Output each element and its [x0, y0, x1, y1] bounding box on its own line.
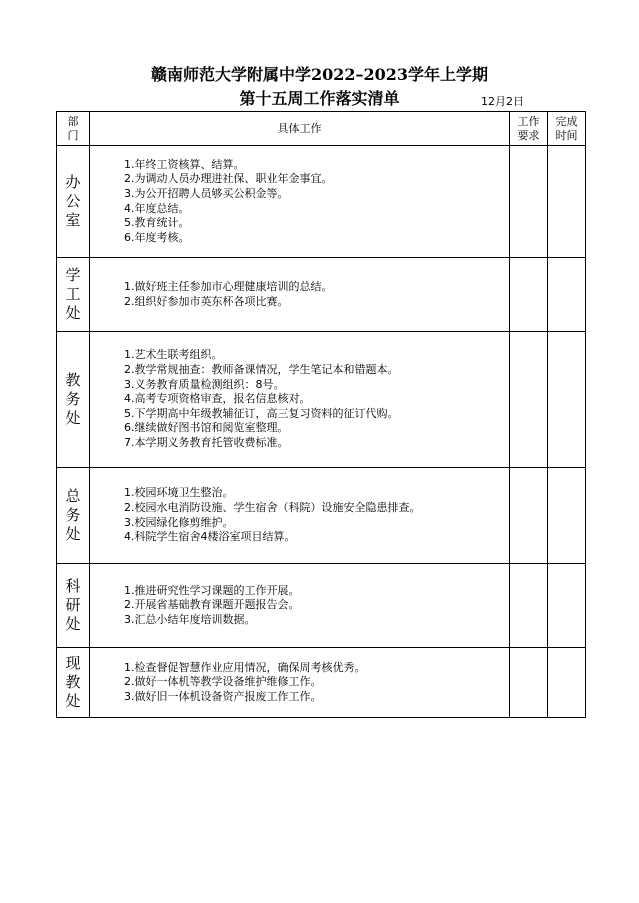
work-item: 1.年终工资核算、结算。: [124, 157, 245, 171]
table-row-general-affairs: [57, 468, 586, 564]
work-items-cell: [90, 258, 510, 332]
dept-cell: 科 研 处: [57, 564, 90, 648]
header-work: 具体工作: [90, 112, 510, 146]
table-row-edtech: [57, 648, 586, 718]
work-item: 1.艺术生联考组织。: [124, 348, 223, 362]
work-item: 3.为公开招聘人员够买公积金等。: [124, 186, 289, 200]
requirement-cell[interactable]: [510, 468, 548, 564]
work-item: 2.组织好参加市英东杯各项比赛。: [124, 294, 289, 308]
work-item: 5.教育统计。: [124, 216, 190, 230]
work-item: 6.年度考核。: [124, 230, 190, 244]
header-dept: 部 门: [57, 112, 90, 146]
dept-cell: 总 务 处: [57, 468, 90, 564]
document-subtitle: 第十五周工作落实清单: [239, 89, 400, 108]
header-row: [57, 112, 586, 146]
work-item: 1.检查督促智慧作业应用情况，确保周考核优秀。: [124, 660, 366, 674]
work-item: 7.本学期义务教育托管收费标准。: [124, 435, 289, 449]
work-item: 2.校园水电消防设施、学生宿舍（科院）设施安全隐患排查。: [124, 500, 421, 514]
completion-time-cell[interactable]: [548, 258, 586, 332]
requirement-cell[interactable]: [510, 648, 548, 718]
work-item: 2.为调动人员办理进社保、职业年金事宜。: [124, 172, 333, 186]
work-item: 6.继续做好图书馆和阅览室整理。: [124, 421, 289, 435]
table-row-research: [57, 564, 586, 648]
work-items-cell: [90, 332, 510, 468]
work-item: 2.开展省基础教育课题开题报告会。: [124, 598, 300, 612]
work-item: 4.年度总结。: [124, 201, 190, 215]
work-item: 1.推进研究性学习课题的工作开展。: [124, 583, 300, 597]
work-item: 3.做好旧一体机设备资产报废工作工作。: [124, 689, 322, 703]
work-item: 3.校园绿化修剪维护。: [124, 515, 234, 529]
work-item: 4.高考专项资格审查，报名信息核对。: [124, 392, 311, 406]
dept-cell: 办 公 室: [57, 146, 90, 258]
work-item: 5.下学期高中年级教辅征订，高三复习资料的征订代购。: [124, 406, 399, 420]
completion-time-cell[interactable]: [548, 648, 586, 718]
table-row-academic-affairs: [57, 332, 586, 468]
requirement-cell[interactable]: [510, 332, 548, 468]
completion-time-cell[interactable]: [548, 564, 586, 648]
work-items-cell: [90, 648, 510, 718]
work-items-cell: [90, 468, 510, 564]
requirement-cell[interactable]: [510, 146, 548, 258]
requirement-cell[interactable]: [510, 564, 548, 648]
work-item: 2.教学常规抽查：教师备课情况，学生笔记本和错题本。: [124, 363, 399, 377]
table-row-student-affairs: [57, 258, 586, 332]
dept-cell: 现 教 处: [57, 648, 90, 718]
work-item: 1.校园环境卫生整治。: [124, 486, 234, 500]
document-date: 12月2日: [481, 95, 524, 108]
work-table: [56, 111, 586, 718]
work-item: 2.做好一体机等教学设备维护维修工作。: [124, 675, 322, 689]
header-requirement: 工作 要求: [510, 112, 548, 146]
completion-time-cell[interactable]: [548, 332, 586, 468]
completion-time-cell[interactable]: [548, 146, 586, 258]
table-row-office: [57, 146, 586, 258]
requirement-cell[interactable]: [510, 258, 548, 332]
work-items-cell: [90, 564, 510, 648]
document-title: 赣南师范大学附属中学2022–2023学年上学期: [150, 65, 489, 84]
dept-cell: 学 工 处: [57, 258, 90, 332]
header-completion-time: 完成 时间: [548, 112, 586, 146]
work-item: 3.义务教育质量检测组织：8号。: [124, 377, 285, 391]
work-item: 3.汇总小结年度培训数据。: [124, 612, 256, 626]
dept-cell: 教 务 处: [57, 332, 90, 468]
completion-time-cell[interactable]: [548, 468, 586, 564]
work-items-cell: [90, 146, 510, 258]
work-item: 4.科院学生宿舍4楼浴室项目结算。: [124, 530, 296, 544]
work-item: 1.做好班主任参加市心理健康培训的总结。: [124, 279, 333, 293]
